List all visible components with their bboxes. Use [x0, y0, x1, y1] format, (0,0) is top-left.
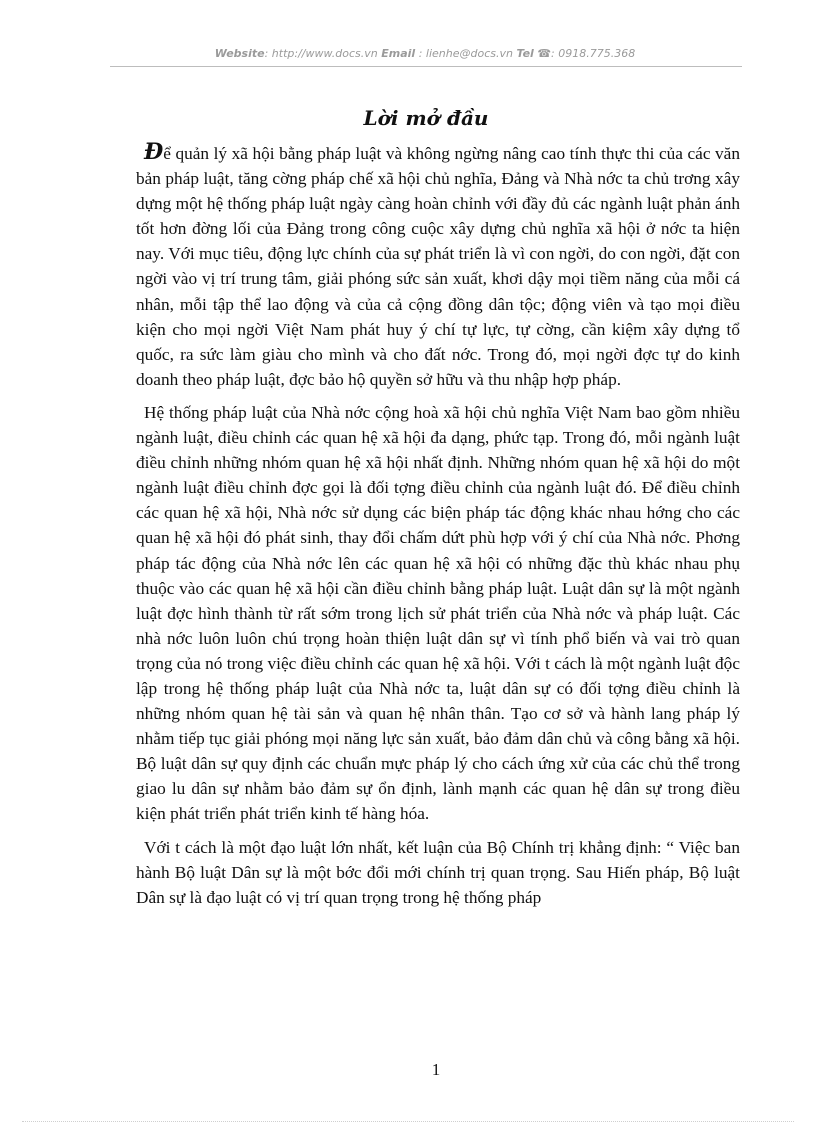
- header-divider: [110, 66, 742, 67]
- website-value: : http://www.docs.vn: [264, 47, 378, 60]
- phone-icon: ☎: [537, 47, 552, 60]
- tel-value: : 0918.775.368: [551, 47, 636, 60]
- paragraph-3: Với t cách là một đạo luật lớn nhất, kết luận của Bộ Chính trị khẳng định: “ Việc ban hành Bộ luật Dân sự là một bớc đổi mới chính trị quan trọng. Sau Hiến pháp, Bộ luật Dân sự là đạo luật có vị trí quan trọng trong hệ thống pháp: [136, 837, 740, 907]
- paragraph-1-text: ể quản lý xã hội bằng pháp luật và không ngừng nâng cao tính thực thi của các văn bản pháp luật, tăng cờng pháp chế xã hội chủ nghĩa, Đảng và Nhà nớc ta chủ trơng xây dựng một hệ thống pháp luật ngày càng hoàn chỉnh với đầy đủ các ngành luật phản ánh tốt hơn đờng lối của Đảng trong công cuộc xây dựng chủ nghĩa xã hội ở nớc ta hiện nay. Với mục tiêu, động lực chính của sự phát triển là vì con ngời, do con ngời, đặt con ngời vào vị trí trung tâm, giải phóng sức sản xuất, khơi dậy mọi tiềm năng của mỗi cá nhân, mỗi tập thể lao động và của cả cộng đồng dân tộc; động viên và tạo mọi điều kiện cho mọi ngời Việt Nam phát huy ý chí tự lực, tự cờng, cần kiệm xây dựng tổ quốc, ra sức làm giàu cho mình và cho đất nớc. Trong đó, mọi ngời đợc tự do kinh doanh theo pháp luật, đợc bảo hộ quyền sở hữu và thu nhập hợp pháp.: [136, 144, 740, 389]
- paragraph-1: [136, 140, 740, 392]
- page-number: 1: [431, 1060, 441, 1079]
- drop-cap: Đ: [144, 139, 164, 165]
- email-label: Email: [381, 47, 416, 60]
- paragraph-2: Hệ thống pháp luật của Nhà nớc cộng hoà xã hội chủ nghĩa Việt Nam bao gồm nhiều ngành luật, điều chỉnh các quan hệ xã hội đa dạng, phức tạp. Trong đó, mỗi ngành luật điều chỉnh những nhóm quan hệ xã hội nhất định. Những nhóm quan hệ xã hội do một ngành luật điều chỉnh đợc gọi là đối tợng điều chỉnh của ngành luật đó. Để điều chỉnh các quan hệ xã hội, Nhà nớc sử dụng các biện pháp tác động khác nhau hớng cho các quan hệ xã hội đó phát sinh, thay đổi chấm dứt phù hợp với ý chí của Nhà nớc. Phơng pháp tác động của Nhà nớc lên các quan hệ xã hội có những đặc thù khác nhau phụ thuộc vào các quan hệ xã hội cần điều chỉnh bằng pháp luật. Luật dân sự là một ngành luật đợc hình thành từ rất sớm trong lịch sử phát triển của Nhà nớc và pháp luật. Các nhà nớc luôn luôn chú trọng hoàn thiện luật dân sự vì tính phổ biến và vai trò quan trọng của nó trong việc điều chỉnh các quan hệ xã hội. Với t cách là một ngành luật độc lập trong hệ thống pháp luật của Nhà nớc ta, luật dân sự có đối tợng điều chỉnh là những nhóm quan hệ tài sản và quan hệ nhân thân. Tạo cơ sở và hành lang pháp lý nhằm tiếp tục giải phóng mọi năng lực sản xuất, bảo đảm dân chủ và công bằng xã hội. Bộ luật dân sự quy định các chuẩn mực pháp lý cho cách ứng xử của các chủ thể trong giao lu dân sự nhằm bảo đảm sự ổn định, lành mạnh các quan hệ dân sự trong điều kiện phát triển phát triển kinh tế hàng hóa.: [136, 402, 740, 824]
- page-header: [110, 47, 740, 60]
- website-label: Website: [214, 47, 265, 60]
- tel-label: Tel: [516, 47, 534, 60]
- email-value: : lienhe@docs.vn: [418, 47, 513, 60]
- document-title: Lời mở đầu: [363, 106, 489, 130]
- document-body: [136, 140, 740, 918]
- footer-divider: [22, 1121, 794, 1122]
